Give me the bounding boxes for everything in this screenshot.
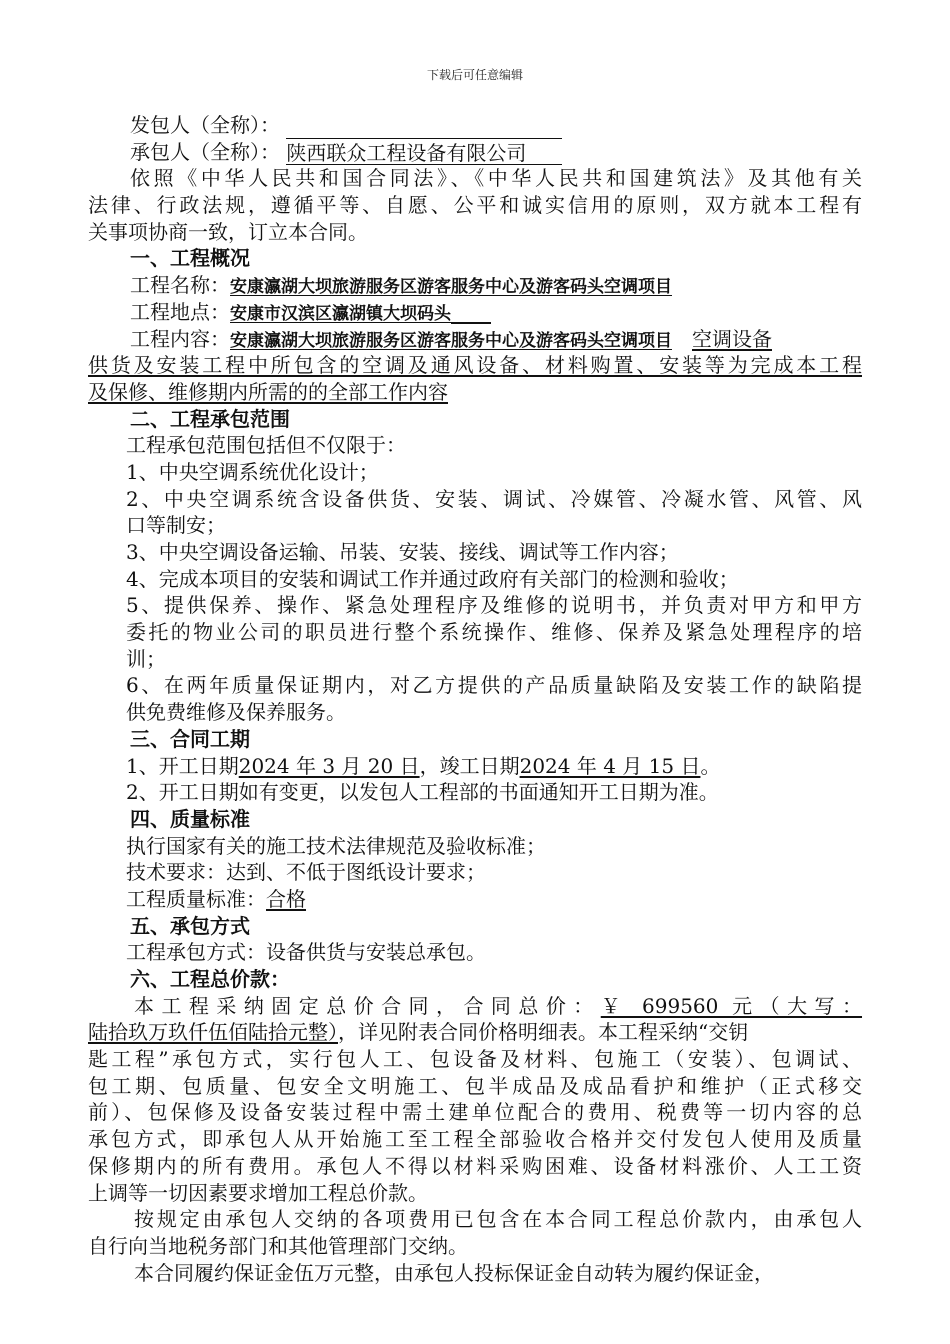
start-date: 2024 年 3 月 20 日 bbox=[238, 753, 420, 778]
scope-item: 口等制安； bbox=[126, 513, 226, 538]
quality-line-1: 执行国家有关的施工技术法律规范及验收标准； bbox=[126, 833, 546, 858]
scope-intro: 工程承包范围包括但不仅限于： bbox=[126, 433, 406, 458]
price-line: 上调等一切因素要求增加工程总价款。 bbox=[88, 1180, 428, 1205]
contractor-value: 陕西联众工程设备有限公司 bbox=[286, 142, 562, 165]
end-date: 2024 年 4 月 15 日 bbox=[519, 753, 701, 778]
scope-item: 1、中央空调系统优化设计； bbox=[126, 459, 379, 484]
bond-line: 本合同履约保证金伍万元整，由承包人投标保证金自动转为履约保证金， bbox=[134, 1260, 774, 1285]
section-1-heading: 一、工程概况 bbox=[130, 246, 250, 271]
project-content-line-3: 及保修、维修期内所需的的全部工作内容 bbox=[88, 379, 448, 404]
section-6-heading: 六、工程总价款： bbox=[130, 967, 290, 991]
scope-item: 2、中央空调系统含设备供货、安装、调试、冷媒管、冷凝水管、风管、风 bbox=[126, 486, 862, 511]
price-amount: ￥ 699560 元（大写： bbox=[600, 993, 863, 1018]
project-location-line bbox=[88, 299, 862, 326]
section-3-heading: 三、合同工期 bbox=[130, 726, 250, 751]
price-intro: 本工程采纳固定总价合同，合同总价： bbox=[134, 993, 601, 1018]
project-location-value: 安康市汉滨区瀛湖镇大坝码头 bbox=[230, 303, 451, 324]
section-4-heading: 四、质量标准 bbox=[130, 806, 250, 831]
contract-page bbox=[88, 112, 862, 1286]
price-line: 承包方式，即承包人从开始施工至工程全部验收合格并交付发包人使用及质量 bbox=[88, 1127, 862, 1152]
project-location-label: 工程地点： bbox=[130, 299, 230, 324]
project-content-label: 工程内容： bbox=[130, 326, 230, 351]
schedule-start-label: 1、开工日期 bbox=[126, 753, 239, 778]
schedule-line-1 bbox=[88, 753, 862, 780]
fees-line-1: 按规定由承包人交纳的各项费用已包含在本合同工程总价款内，由承包人 bbox=[134, 1207, 862, 1232]
price-line: 前）、包保修及设备安装过程中需土建单位配合的费用、税费等一切内容的总 bbox=[88, 1100, 862, 1125]
employer-label: 发包人（全称）： bbox=[130, 113, 280, 137]
preamble-line-1: 依照《中华人民共和国合同法》、《中华人民共和国建筑法》及其他有关 bbox=[130, 166, 862, 191]
project-content-line bbox=[88, 326, 862, 353]
scope-item: 训； bbox=[126, 646, 166, 671]
schedule-period: 。 bbox=[700, 753, 721, 778]
project-name-value: 安康瀛湖大坝旅游服务区游客服务中心及游客码头空调项目 bbox=[230, 277, 672, 298]
project-content-tail: 空调设备 bbox=[692, 326, 772, 351]
scope-item: 4、完成本项目的安装和调试工作并通过政府有关部门的检测和验收； bbox=[126, 566, 739, 591]
scope-item: 3、中央空调设备运输、吊装、安装、接线、调试等工作内容； bbox=[126, 540, 679, 564]
scope-item: 6、在两年质量保证期内，对乙方提供的产品质量缺陷及安装工作的缺陷提 bbox=[126, 673, 862, 698]
page-header: 下载后可任意编辑 bbox=[426, 68, 523, 82]
contractor-line bbox=[88, 139, 862, 166]
fees-line-2: 自行向当地税务部门和其他管理部门交纳。 bbox=[88, 1233, 468, 1258]
schedule-line-2: 2、开工日期如有变更，以发包人工程部的书面通知开工日期为准。 bbox=[126, 780, 719, 805]
section-2-heading: 二、工程承包范围 bbox=[130, 406, 290, 431]
project-name-label: 工程名称： bbox=[130, 273, 230, 298]
section-5-heading: 五、承包方式 bbox=[130, 913, 250, 938]
scope-item: 供免费维修及保养服务。 bbox=[126, 700, 346, 725]
preamble-line-3: 关事项协商一致，订立本合同。 bbox=[88, 219, 368, 244]
scope-item: 5、提供保养、操作、紧急处理程序及维修的说明书，并负责对甲方和甲方 bbox=[126, 593, 862, 618]
project-content-value: 安康瀛湖大坝旅游服务区游客服务中心及游客码头空调项目 bbox=[230, 330, 672, 351]
price-line: 匙工程”承包方式，实行包人工、包设备及材料、包施工（安装）、包调试、 bbox=[88, 1047, 862, 1072]
project-content-line-2: 供货及安装工程中所包含的空调及通风设备、材料购置、安装等为完成本工程 bbox=[88, 353, 862, 378]
employer-value bbox=[286, 116, 562, 139]
scope-item: 委托的物业公司的职员进行整个系统操作、维修、保养及紧急处理程序的培 bbox=[126, 620, 862, 645]
quality-standard-label: 工程质量标准： bbox=[126, 886, 266, 911]
price-line-2 bbox=[88, 1019, 862, 1046]
price-line-2-tail: ，详见附表合同价格明细表。本工程采纳“交钥 bbox=[338, 1020, 749, 1045]
quality-line-3 bbox=[88, 886, 862, 913]
price-in-words: 陆拾玖万玖仟伍佰陆拾元整） bbox=[88, 1020, 338, 1045]
price-line-1 bbox=[88, 993, 862, 1020]
employer-line bbox=[88, 112, 862, 139]
contract-mode-line: 工程承包方式：设备供货与安装总承包。 bbox=[126, 940, 486, 965]
quality-line-2: 技术要求：达到、不低于图纸设计要求； bbox=[126, 860, 486, 885]
project-name-line bbox=[88, 272, 862, 299]
preamble-line-2: 法律、行政法规，遵循平等、自愿、公平和诚实信用的原则，双方就本工程有 bbox=[88, 193, 862, 218]
quality-standard-value: 合格 bbox=[266, 886, 306, 911]
contractor-label: 承包人（全称）： bbox=[130, 139, 280, 164]
price-line: 保修期内的所有费用。承包人不得以材料采购困难、设备材料涨价、人工工资 bbox=[88, 1153, 862, 1178]
price-line: 包工期、包质量、包安全文明施工、包半成品及成品看护和维护（正式移交 bbox=[88, 1073, 862, 1098]
schedule-end-label: ，竣工日期 bbox=[419, 753, 520, 778]
